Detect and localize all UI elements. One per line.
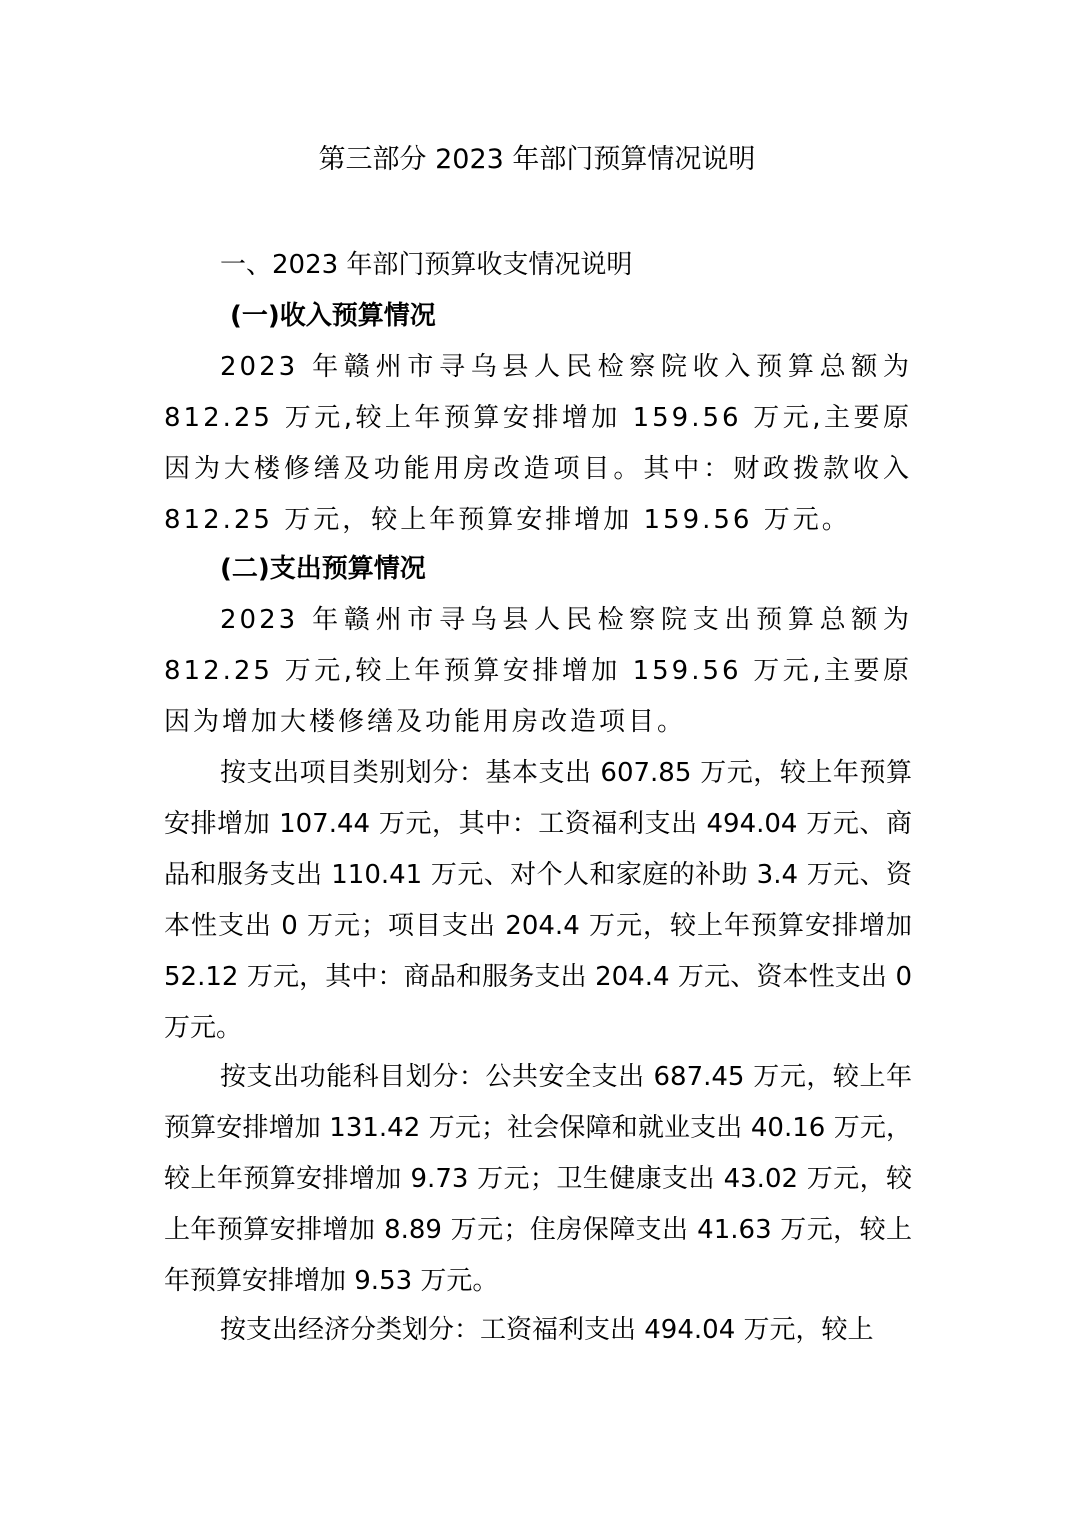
- paragraph-expenditure-by-economic-class: 按支出经济分类划分：工资福利支出 494.04 万元，较上: [220, 1315, 874, 1345]
- paragraph-expenditure-by-function: 按支出功能科目划分：公共安全支出 687.45 万元，较上年预算安排增加 131.42 万元；社会保障和就业支出 40.16 万元，较上年预算安排增加 9.73 万元；卫生健康支出 43.02 万元，较上年预算安排增加 8.89 万元；住房保障支出 41.63 万元，较上年预算安排增加 9.53 万元。: [164, 1062, 912, 1296]
- subheading-income-budget: (一)收入预算情况: [230, 301, 436, 331]
- section-heading-budget-overview: 一、2023 年部门预算收支情况说明: [220, 250, 633, 280]
- document-title: 第三部分 2023 年部门预算情况说明: [318, 144, 756, 175]
- paragraph-income-budget: 2023 年赣州市寻乌县人民检察院收入预算总额为 812.25 万元,较上年预算安排增加 159.56 万元,主要原因为大楼修缮及功能用房改造项目。其中：财政拨款收入 812.25 万元，较上年预算安排增加 159.56 万元。: [164, 352, 912, 535]
- paragraph-expenditure-by-project-category: 按支出项目类别划分：基本支出 607.85 万元，较上年预算安排增加 107.44 万元，其中：工资福利支出 494.04 万元、商品和服务支出 110.41 万元、对个人和家庭的补助 3.4 万元、资本性支出 0 万元；项目支出 204.4 万元，较上年预算安排增加 52.12 万元，其中：商品和服务支出 204.4 万元、资本性支出 0 万元。: [164, 758, 912, 1043]
- subheading-expenditure-budget: (二)支出预算情况: [220, 554, 426, 584]
- paragraph-expenditure-budget: 2023 年赣州市寻乌县人民检察院支出预算总额为 812.25 万元,较上年预算安排增加 159.56 万元,主要原因为增加大楼修缮及功能用房改造项目。: [164, 605, 912, 737]
